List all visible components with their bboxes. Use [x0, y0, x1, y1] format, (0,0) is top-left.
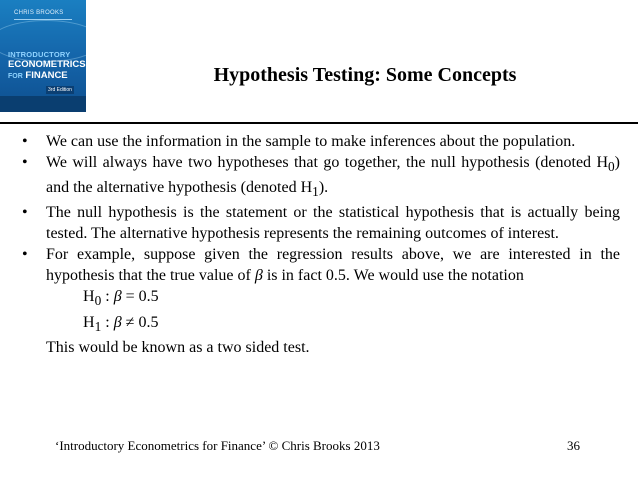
formula-colon: :	[101, 313, 114, 331]
bullet-marker: •	[22, 204, 28, 222]
cover-edition: 3rd Edition	[48, 87, 72, 93]
subscript: 0	[94, 293, 102, 309]
cover-title-for: FOR	[8, 73, 23, 80]
bullet-marker: •	[22, 246, 28, 264]
bullet-item	[20, 244, 620, 286]
bullet-text-part: ).	[318, 179, 329, 197]
bullet-marker: •	[22, 133, 28, 150]
beta-symbol: β	[113, 313, 122, 331]
bullet-text-part: We will always have two hypotheses that go together, the null hypothesis (denoted H	[46, 154, 608, 171]
bullet-text-part: is in fact 0.5. We would use the notation	[262, 267, 524, 285]
cover-author: CHRIS BROOKS	[14, 10, 64, 16]
closing-line: This would be known as a two sided test.	[46, 338, 310, 356]
alternative-hypothesis-formula	[20, 312, 620, 337]
page-number: 36	[567, 438, 580, 453]
bullet-text-part: For example, suppose given the regression results above, we are interested in the hypothesis that the true value of	[46, 246, 620, 285]
formula-h: H	[83, 313, 95, 331]
cover-title-finance: FINANCE	[25, 70, 68, 81]
bullet-marker: •	[22, 154, 28, 171]
bullet-item	[20, 131, 620, 152]
formula-h: H	[83, 288, 95, 306]
bullet-text	[46, 246, 620, 284]
bullet-text-part: ) and the alternative hypothesis (denoted H	[46, 154, 620, 197]
formula-colon: :	[101, 288, 114, 306]
cover-author-rule	[14, 19, 72, 20]
subscript: 1	[312, 184, 319, 200]
bullet-text	[46, 154, 620, 200]
cover-title-line3	[8, 71, 68, 81]
bullet-item	[20, 152, 620, 202]
title-divider	[0, 122, 638, 124]
formula-rest: = 0.5	[121, 288, 159, 306]
null-hypothesis-formula	[20, 286, 620, 311]
bullet-text: The null hypothesis is the statement or the statistical hypothesis that is actually being tested. The alternative hypothesis represents the remaining outcomes of interest.	[46, 204, 620, 243]
bullet-item	[20, 202, 620, 244]
cover-title-line1: INTRODUCTORY	[8, 50, 71, 59]
slide-body	[20, 131, 620, 358]
footer-citation: ‘Introductory Econometrics for Finance’ © Chris Brooks 2013	[55, 438, 380, 453]
bullet-text: We can use the information in the sample to make inferences about the population.	[46, 133, 576, 150]
slide-title: Hypothesis Testing: Some Concepts	[213, 64, 517, 86]
cover-bottom-stripe	[0, 96, 86, 112]
beta-symbol: β	[254, 267, 263, 285]
subscript: 0	[608, 159, 615, 175]
cover-title-line2: ECONOMETRICS	[8, 59, 86, 70]
formula-rest: ≠ 0.5	[121, 313, 159, 331]
beta-symbol: β	[113, 288, 122, 306]
book-cover-image	[0, 0, 86, 112]
subscript: 1	[94, 318, 102, 334]
